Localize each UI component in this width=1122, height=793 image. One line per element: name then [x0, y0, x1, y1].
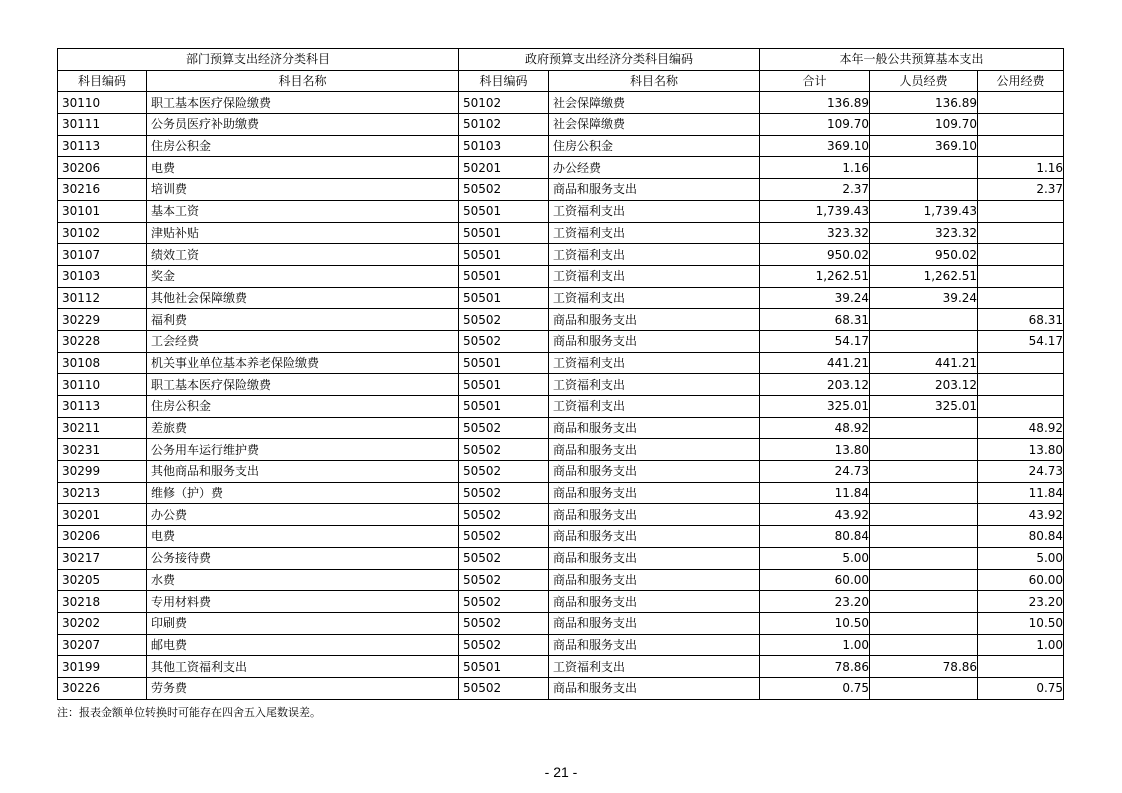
table-row [58, 114, 1064, 136]
row-dept-code: 30229 [58, 309, 147, 331]
row-dept-code: 30226 [58, 677, 147, 699]
row-gov-code: 50502 [459, 504, 549, 526]
row-public [978, 114, 1064, 136]
table-row [58, 482, 1064, 504]
row-personnel [870, 612, 978, 634]
row-dept-name: 水费 [147, 569, 459, 591]
row-gov-code: 50502 [459, 634, 549, 656]
col-header-dept-name: 科目名称 [147, 70, 459, 92]
col-header-total: 合计 [760, 70, 870, 92]
budget-table [57, 48, 1064, 700]
row-dept-code: 30107 [58, 244, 147, 266]
row-gov-name: 商品和服务支出 [549, 309, 760, 331]
row-public: 10.50 [978, 612, 1064, 634]
row-personnel: 1,262.51 [870, 265, 978, 287]
row-public: 23.20 [978, 591, 1064, 613]
row-dept-code: 30205 [58, 569, 147, 591]
row-gov-code: 50502 [459, 591, 549, 613]
row-gov-name: 商品和服务支出 [549, 612, 760, 634]
row-personnel: 136.89 [870, 92, 978, 114]
row-dept-code: 30201 [58, 504, 147, 526]
row-dept-code: 30213 [58, 482, 147, 504]
col-header-public: 公用经费 [978, 70, 1064, 92]
row-public: 68.31 [978, 309, 1064, 331]
row-personnel [870, 482, 978, 504]
row-gov-code: 50102 [459, 92, 549, 114]
row-total: 48.92 [760, 417, 870, 439]
row-total: 325.01 [760, 396, 870, 418]
row-gov-name: 商品和服务支出 [549, 482, 760, 504]
row-personnel [870, 569, 978, 591]
table-row [58, 439, 1064, 461]
row-dept-name: 公务接待费 [147, 547, 459, 569]
row-dept-code: 30228 [58, 330, 147, 352]
table-row [58, 179, 1064, 201]
table-row [58, 244, 1064, 266]
row-total: 203.12 [760, 374, 870, 396]
footnote: 注：报表金额单位转换时可能存在四舍五入尾数误差。 [57, 706, 321, 719]
row-dept-code: 30113 [58, 135, 147, 157]
table-row [58, 677, 1064, 699]
row-public [978, 92, 1064, 114]
row-gov-name: 工资福利支出 [549, 222, 760, 244]
row-dept-code: 30206 [58, 157, 147, 179]
row-total: 136.89 [760, 92, 870, 114]
row-gov-code: 50501 [459, 244, 549, 266]
row-total: 43.92 [760, 504, 870, 526]
row-gov-code: 50502 [459, 439, 549, 461]
row-public: 1.00 [978, 634, 1064, 656]
row-public: 5.00 [978, 547, 1064, 569]
col-header-personnel: 人员经费 [870, 70, 978, 92]
row-dept-code: 30231 [58, 439, 147, 461]
row-gov-name: 工资福利支出 [549, 244, 760, 266]
row-total: 39.24 [760, 287, 870, 309]
row-public [978, 222, 1064, 244]
row-public: 43.92 [978, 504, 1064, 526]
group-header-expense: 本年一般公共预算基本支出 [760, 49, 1064, 71]
row-personnel [870, 591, 978, 613]
group-header-dept: 部门预算支出经济分类科目 [58, 49, 459, 71]
row-gov-code: 50501 [459, 374, 549, 396]
row-gov-code: 50502 [459, 547, 549, 569]
row-gov-name: 工资福利支出 [549, 374, 760, 396]
col-header-dept-code: 科目编码 [58, 70, 147, 92]
row-personnel: 369.10 [870, 135, 978, 157]
row-public [978, 287, 1064, 309]
row-dept-code: 30211 [58, 417, 147, 439]
row-dept-name: 印刷费 [147, 612, 459, 634]
row-total: 950.02 [760, 244, 870, 266]
row-gov-code: 50502 [459, 330, 549, 352]
row-gov-name: 商品和服务支出 [549, 547, 760, 569]
row-public [978, 135, 1064, 157]
row-gov-name: 商品和服务支出 [549, 634, 760, 656]
group-header-row [58, 49, 1064, 71]
table-row [58, 330, 1064, 352]
row-personnel [870, 504, 978, 526]
table-row [58, 526, 1064, 548]
row-total: 2.37 [760, 179, 870, 201]
row-dept-name: 基本工资 [147, 200, 459, 222]
row-dept-name: 住房公积金 [147, 396, 459, 418]
table-row [58, 634, 1064, 656]
row-dept-code: 30299 [58, 461, 147, 483]
row-dept-name: 专用材料费 [147, 591, 459, 613]
row-personnel: 78.86 [870, 656, 978, 678]
row-public: 2.37 [978, 179, 1064, 201]
row-public [978, 396, 1064, 418]
row-dept-name: 公务用车运行维护费 [147, 439, 459, 461]
row-dept-name: 奖金 [147, 265, 459, 287]
row-total: 10.50 [760, 612, 870, 634]
row-gov-name: 住房公积金 [549, 135, 760, 157]
row-dept-name: 维修（护）费 [147, 482, 459, 504]
row-total: 13.80 [760, 439, 870, 461]
row-public [978, 200, 1064, 222]
row-dept-code: 30103 [58, 265, 147, 287]
row-personnel: 109.70 [870, 114, 978, 136]
row-dept-code: 30108 [58, 352, 147, 374]
row-public: 0.75 [978, 677, 1064, 699]
table-row [58, 157, 1064, 179]
row-dept-code: 30218 [58, 591, 147, 613]
row-personnel: 203.12 [870, 374, 978, 396]
table-row [58, 200, 1064, 222]
row-total: 23.20 [760, 591, 870, 613]
col-header-gov-name: 科目名称 [549, 70, 760, 92]
row-dept-name: 机关事业单位基本养老保险缴费 [147, 352, 459, 374]
group-header-gov: 政府预算支出经济分类科目编码 [459, 49, 760, 71]
row-gov-code: 50502 [459, 612, 549, 634]
row-public: 11.84 [978, 482, 1064, 504]
row-gov-code: 50501 [459, 200, 549, 222]
row-public: 24.73 [978, 461, 1064, 483]
row-dept-code: 30207 [58, 634, 147, 656]
row-public [978, 656, 1064, 678]
row-dept-code: 30206 [58, 526, 147, 548]
row-public: 60.00 [978, 569, 1064, 591]
column-header-row [58, 70, 1064, 92]
row-total: 1.00 [760, 634, 870, 656]
row-dept-name: 其他社会保障缴费 [147, 287, 459, 309]
row-gov-code: 50501 [459, 396, 549, 418]
row-total: 109.70 [760, 114, 870, 136]
row-personnel [870, 634, 978, 656]
row-total: 1,262.51 [760, 265, 870, 287]
row-dept-name: 津贴补贴 [147, 222, 459, 244]
table-row [58, 222, 1064, 244]
row-dept-code: 30101 [58, 200, 147, 222]
table-row [58, 417, 1064, 439]
row-dept-name: 绩效工资 [147, 244, 459, 266]
row-public: 80.84 [978, 526, 1064, 548]
row-gov-name: 办公经费 [549, 157, 760, 179]
row-personnel: 39.24 [870, 287, 978, 309]
row-total: 0.75 [760, 677, 870, 699]
table-row [58, 352, 1064, 374]
row-personnel: 1,739.43 [870, 200, 978, 222]
row-total: 1.16 [760, 157, 870, 179]
table-row [58, 547, 1064, 569]
row-gov-name: 商品和服务支出 [549, 417, 760, 439]
row-gov-code: 50502 [459, 526, 549, 548]
row-dept-code: 30113 [58, 396, 147, 418]
row-personnel: 325.01 [870, 396, 978, 418]
row-dept-name: 其他商品和服务支出 [147, 461, 459, 483]
row-personnel [870, 179, 978, 201]
row-dept-name: 住房公积金 [147, 135, 459, 157]
row-gov-code: 50501 [459, 352, 549, 374]
row-dept-name: 公务员医疗补助缴费 [147, 114, 459, 136]
row-gov-name: 商品和服务支出 [549, 677, 760, 699]
row-gov-name: 工资福利支出 [549, 265, 760, 287]
row-public [978, 374, 1064, 396]
row-personnel [870, 439, 978, 461]
row-personnel [870, 461, 978, 483]
row-personnel [870, 309, 978, 331]
row-dept-code: 30199 [58, 656, 147, 678]
row-dept-name: 电费 [147, 526, 459, 548]
row-total: 68.31 [760, 309, 870, 331]
table-row [58, 287, 1064, 309]
row-gov-code: 50501 [459, 656, 549, 678]
row-public [978, 265, 1064, 287]
row-gov-code: 50102 [459, 114, 549, 136]
row-gov-code: 50501 [459, 265, 549, 287]
table-row [58, 656, 1064, 678]
row-gov-name: 工资福利支出 [549, 656, 760, 678]
row-total: 80.84 [760, 526, 870, 548]
row-total: 441.21 [760, 352, 870, 374]
row-gov-name: 商品和服务支出 [549, 526, 760, 548]
row-total: 369.10 [760, 135, 870, 157]
row-dept-name: 邮电费 [147, 634, 459, 656]
row-dept-name: 福利费 [147, 309, 459, 331]
row-personnel [870, 547, 978, 569]
row-dept-code: 30112 [58, 287, 147, 309]
row-public: 13.80 [978, 439, 1064, 461]
row-dept-name: 差旅费 [147, 417, 459, 439]
row-public [978, 244, 1064, 266]
row-gov-name: 社会保障缴费 [549, 92, 760, 114]
row-gov-code: 50501 [459, 222, 549, 244]
row-dept-name: 其他工资福利支出 [147, 656, 459, 678]
row-gov-code: 50201 [459, 157, 549, 179]
row-public: 54.17 [978, 330, 1064, 352]
row-dept-code: 30110 [58, 92, 147, 114]
row-gov-name: 商品和服务支出 [549, 591, 760, 613]
table-row [58, 135, 1064, 157]
table-row [58, 265, 1064, 287]
row-public [978, 352, 1064, 374]
row-gov-code: 50502 [459, 482, 549, 504]
row-gov-code: 50502 [459, 677, 549, 699]
row-dept-name: 工会经费 [147, 330, 459, 352]
row-total: 1,739.43 [760, 200, 870, 222]
row-gov-name: 商品和服务支出 [549, 461, 760, 483]
row-dept-code: 30217 [58, 547, 147, 569]
col-header-gov-code: 科目编码 [459, 70, 549, 92]
row-gov-name: 工资福利支出 [549, 287, 760, 309]
table-row [58, 504, 1064, 526]
row-dept-name: 办公费 [147, 504, 459, 526]
row-gov-code: 50502 [459, 461, 549, 483]
row-dept-name: 职工基本医疗保险缴费 [147, 92, 459, 114]
table-row [58, 591, 1064, 613]
row-personnel [870, 157, 978, 179]
row-personnel [870, 677, 978, 699]
row-gov-name: 工资福利支出 [549, 352, 760, 374]
row-total: 5.00 [760, 547, 870, 569]
row-dept-name: 电费 [147, 157, 459, 179]
row-personnel [870, 417, 978, 439]
row-personnel: 950.02 [870, 244, 978, 266]
table-row [58, 612, 1064, 634]
row-dept-code: 30111 [58, 114, 147, 136]
row-gov-name: 商品和服务支出 [549, 504, 760, 526]
table-row [58, 396, 1064, 418]
row-personnel [870, 526, 978, 548]
page-number: - 21 - [544, 764, 578, 780]
table-row [58, 92, 1064, 114]
row-gov-name: 工资福利支出 [549, 200, 760, 222]
row-total: 24.73 [760, 461, 870, 483]
row-total: 78.86 [760, 656, 870, 678]
row-gov-name: 商品和服务支出 [549, 179, 760, 201]
row-total: 11.84 [760, 482, 870, 504]
row-gov-name: 商品和服务支出 [549, 330, 760, 352]
table-row [58, 309, 1064, 331]
row-total: 54.17 [760, 330, 870, 352]
row-gov-name: 商品和服务支出 [549, 569, 760, 591]
row-dept-code: 30202 [58, 612, 147, 634]
table-row [58, 374, 1064, 396]
table-row [58, 461, 1064, 483]
row-total: 323.32 [760, 222, 870, 244]
row-gov-code: 50502 [459, 309, 549, 331]
row-gov-code: 50502 [459, 179, 549, 201]
row-personnel: 323.32 [870, 222, 978, 244]
row-gov-name: 工资福利支出 [549, 396, 760, 418]
row-gov-code: 50502 [459, 417, 549, 439]
row-public: 48.92 [978, 417, 1064, 439]
row-dept-code: 30216 [58, 179, 147, 201]
row-gov-name: 社会保障缴费 [549, 114, 760, 136]
table-row [58, 569, 1064, 591]
row-gov-code: 50501 [459, 287, 549, 309]
table-body [58, 92, 1064, 699]
row-gov-code: 50103 [459, 135, 549, 157]
row-gov-name: 商品和服务支出 [549, 439, 760, 461]
row-total: 60.00 [760, 569, 870, 591]
row-dept-code: 30102 [58, 222, 147, 244]
row-dept-name: 职工基本医疗保险缴费 [147, 374, 459, 396]
row-gov-code: 50502 [459, 569, 549, 591]
row-dept-name: 培训费 [147, 179, 459, 201]
row-personnel [870, 330, 978, 352]
row-personnel: 441.21 [870, 352, 978, 374]
row-public: 1.16 [978, 157, 1064, 179]
row-dept-code: 30110 [58, 374, 147, 396]
row-dept-name: 劳务费 [147, 677, 459, 699]
